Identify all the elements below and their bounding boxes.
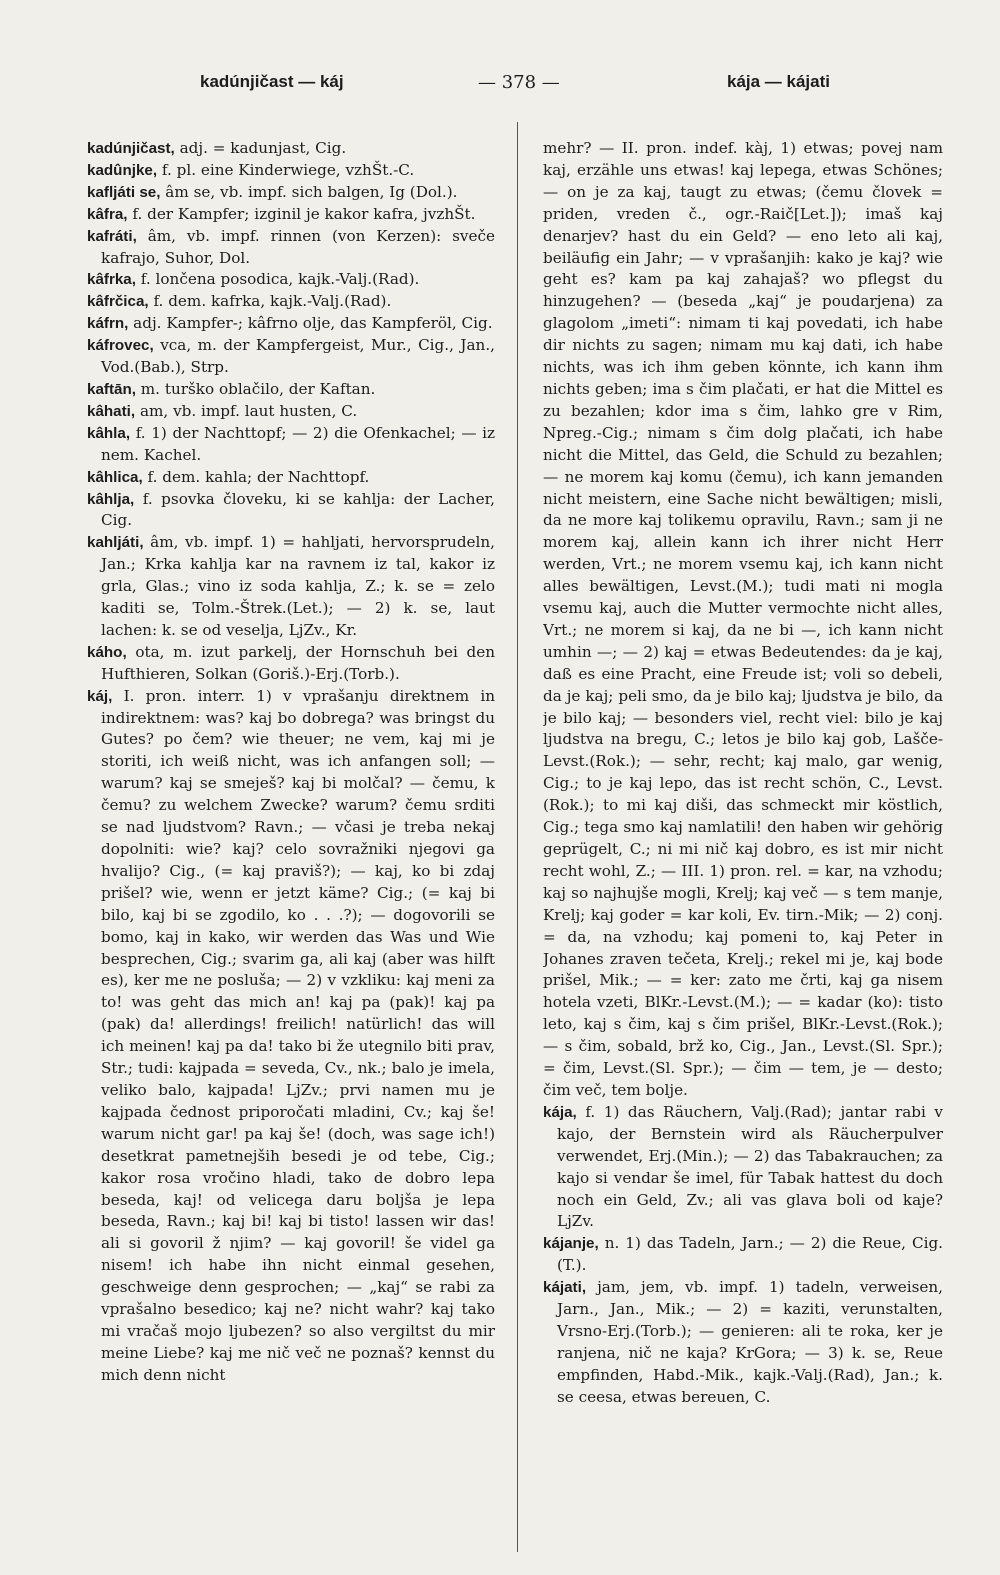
column-divider [517,122,518,1552]
entry-headword: kahljáti, [87,534,144,552]
entry-definition: m. turško oblačilo, der Kaftan. [135,379,376,398]
entry-definition: am, vb. impf. laut husten, C. [135,401,358,420]
dictionary-entry [87,226,495,270]
dictionary-entry [87,138,495,160]
entry-headword: káfrn, [87,315,129,333]
dictionary-entry [87,532,495,642]
running-head-right: kája — kájati [726,72,830,91]
entry-definition: f. psovka človeku, ki se kahlja: der Lacher, Cig. [101,489,495,530]
running-head [200,72,830,102]
entry-definition: f. der Kampfer; izginil je kakor kafra, jvzhŠt. [127,204,476,223]
entry-definition: jam, jem, vb. impf. 1) tadeln, verweisen, Jarn., Jan., Mik.; — 2) = kaziti, verunstalten, Vrsno-Erj.(Torb.); — genieren: ali te roka, ker je ranjena, nič ne kaja? KrGora; — 3) k. se, Reue empfinden, Habd.-Mik., kajk.-Valj.(Rad), Jan.; k. se ceesa, etwas bereuen, C. [557,1278,943,1406]
dictionary-entry [87,291,495,313]
entry-headword: kadûnjke, [87,161,158,179]
entry-definition: âm, vb. impf. rinnen (von Kerzen): sveče kafrajo, Suhor, Dol. [101,226,495,267]
dictionary-entry [87,423,495,467]
entry-definition: f. 1) das Räuchern, Valj.(Rad); jantar rabi v kajo, der Bernstein wird als Räucherpulver verwendet, Erj.(Min.); — 2) das Tabakrauchen; za kajo si vendar še imel, für Tabak hattest du doch noch ein Geld, Zv.; ali vas glava boli od kaje? LjZv. [557,1102,943,1231]
entry-headword: kâfrka, [87,271,136,289]
dictionary-entry [87,379,495,401]
entry-definition: vca, m. der Kampfergeist, Mur., Cig., Jan., Vod.(Bab.), Strp. [101,336,495,377]
entry-definition: mehr? — II. pron. indef. kàj, 1) etwas; povej nam kaj, erzähle uns etwas! kaj lepega, etwas Schönes; — on je za kaj, taugt zu etwas; (čemu človek = priden, vreden č., ogr.-Raič[Let.]); imaš kaj denarjev? hast du ein Geld? — eno leto ali kaj, beiläufig ein Jahr; — v vprašanjih: kako je kaj? wie geht es? kam pa kaj zahajaš? wo pflegst du hinzugehen? — (beseda „kaj“ je poudarjena) za glagolom „imeti“: nimam ti kaj povedati, ich habe dir nichts zu sagen; nimam mu kaj dati, ich habe nichts, was ich ihm geben könnte, ich kann ihm nichts geben; ima s čim plačati, er hat die Mittel es zu bezahlen; kdor ima s čim, lahko gre v Rim, Npreg.-Cig.; nimam s čim dolg plačati, ich habe nicht die Mittel, das Geld, die Schuld zu bezahlen; — ne morem kaj komu (čemu), ich kann jemanden nicht meistern, eine Sache nicht bewältigen; misli, da ne more kaj tolikemu opravilu, Ravn.; sam ji ne morem kaj, allein kann ich ihrer nicht Herr werden, Vrt.; ne morem vsemu kaj, ich kann nicht alles bewältigen, Levst.(M.); tudi mati ni mogla vsemu kaj, auch die Mutter vermochte nicht alles, Vrt.; ne morem si kaj, da ne bi —, ich kann nicht umhin —; — 2) kaj = etwas Bedeutendes: da je kaj, daß es eine Pracht, eine Freude ist; voli so debeli, da je kaj; peli smo, da je bilo kaj; ljudstva je bilo, da je bilo kaj; — besonders viel, recht viel: bilo je kaj ljudstva na bregu, C.; letos je bilo kaj gob, Lašče-Levst.(Rok.); — sehr, recht; kaj malo, gar wenig, Cig.; to je kaj lepo, das ist recht schön, C., Levst.(Rok.); to mi kaj diši, das schmeckt mir köstlich, Cig.; tega smo kaj namlatili! den haben wir gehörig geprügelt, C.; ni mi nič kaj dobro, es ist mir nicht recht wohl, Z.; — III. 1) pron. rel. = kar, na vzhodu; kaj so najhujše mogli, Krelj; kaj več — s tem manje, Krelj; kaj goder = kar koli, Ev. tirn.-Mik; — 2) conj. = da, na vzhodu; kaj pomeni to, kaj Peter in Johanes zraven tečeta, Krelj.; rekel mi je, kaj bode prišel, Mik.; — = ker: zato me črti, kaj ga nisem hotela vzeti, BlKr.-Levst.(M.); — = kadar (ko): tisto leto, kaj s čim, kaj s čim prišel, BlKr.-Levst.(Rok.); — s čim, sobald, brž ko, Cig., Jan., Levst.(Sl. Spr.); = čim, Levst.(Sl. Spr.); — čim — tem, je — desto; čim več, tem bolje. [543,139,943,1099]
dictionary-entry [87,182,495,204]
entry-definition: f. pl. eine Kinderwiege, vzhŠt.-C. [157,160,415,179]
dictionary-entry [87,467,495,489]
entry-headword: kadúnjičast, [87,140,175,157]
dictionary-entry [87,489,495,533]
dictionary-entry [543,138,943,1102]
entry-headword: kâhlica, [87,468,143,486]
dictionary-entry [87,642,495,686]
dictionary-entry [543,1233,943,1277]
dictionary-entry [87,401,495,423]
entry-definition: âm se, vb. impf. sich balgen, Ig (Dol.). [160,182,458,201]
entry-definition: adj. Kampfer-; kâfrno olje, das Kampferöl, Cig. [128,314,493,333]
entry-definition: adj. = kadunjast, Cig. [174,139,347,157]
dictionary-entry [87,686,495,1387]
dictionary-entry [543,1102,943,1233]
entry-headword: kája, [543,1103,577,1121]
entry-headword: kafráti, [87,227,137,245]
entry-headword: kájanje, [543,1235,599,1253]
running-head-left: kadúnjičast — káj [200,72,344,91]
entry-headword: kafljáti se, [87,183,161,201]
entry-definition: f. 1) der Nachttopf; — 2) die Ofenkachel; — iz nem. Kachel. [101,423,495,464]
entry-headword: kâfra, [87,205,128,223]
right-column [543,138,943,1548]
left-column [87,138,495,1548]
entry-definition: f. dem. kahla; der Nachttopf. [142,467,370,486]
entry-headword: kaftān, [87,380,136,398]
entry-headword: káho, [87,643,127,661]
entry-headword: kâhla, [87,424,131,442]
entry-headword: kájati, [543,1279,587,1297]
entry-definition: ota, m. izut parkelj, der Hornschuh bei den Hufthieren, Solkan (Goriš.)-Erj.(Torb.). [101,642,495,683]
dictionary-entry [87,160,495,182]
entry-headword: kâhati, [87,402,136,420]
entry-headword: kâhlja, [87,490,135,508]
entry-definition: I. pron. interr. 1) v vprašanju direktnem in indirektnem: was? kaj bo dobrega? was bringst du Gutes? po čem? wie theuer; ne vem, kaj mi je storiti, ich weiß nicht, was ich anfangen soll; — warum? kaj se smeješ? kaj bi molčal? — čemu, k čemu? zu welchem Zwecke? warum? čemu srditi se nad ljudstvom? Ravn.; — včasi je treba nekaj dopolniti: wie? kaj? celo sovražniki njegovi ga hvalijo? Cig., (= kaj praviš?); — kaj, ko bi zdaj prišel? wie, wenn er jetzt käme? Cig.; (= kaj bi bilo, kaj bi se zgodilo, ko . . .?); — dogovorili se bomo, kaj in kako, wir werden das Was und Wie besprechen, Cig.; svarim ga, ali kaj (aber was hilft es), ker me ne posluša; — 2) v vzkliku: kaj meni za to! was geht das mich an! kaj pa (pak)! kaj pa (pak) da! allerdings! freilich! natürlich! das will ich meinen! kaj pa da! tako bi že utegnilo biti prav, Str.; tudi: kajpada = seveda, Cv., nk.; balo je imela, veliko balo, kajpada! LjZv.; prvi namen mu je kajpada čednost priporočati mladini, Cv.; kaj še! warum nicht gar! pa kaj še! (doch, was sage ich!) desetkrat pametnejših besedi je od tebe, Cig.; kakor rosa vročino hladi, tako de dobro lepa beseda, kaj! od velicega daru boljša je lepa beseda, Ravn.; kaj bi! kaj bi tisto! lassen wir das! ali si govoril ž njim? — kaj govoril! še videl ga nisem! ich habe ihn nicht einmal gesehen, geschweige denn gesprochen; — „kaj“ se rabi za vprašalno besedico; kaj ne? nicht wahr? kaj tako mi vračaš mojo ljubezen? so also vergiltst du mir meine Liebe? kaj me nič več ne poznaš? kennst du mich denn nicht [101,686,495,1384]
entry-headword: káj, [87,687,113,705]
dictionary-entry [543,1277,943,1408]
entry-headword: káfrovec, [87,337,154,355]
page-number: — 378 — [478,72,560,93]
entry-definition: âm, vb. impf. 1) = hahljati, hervorsprudeln, Jan.; Krka kahlja kar na ravnem iz tal, kakor iz grla, Glas.; vino iz soda kahlja, Z.; k. se = zelo kaditi se, Tolm.-Štrek.(Let.); — 2) k. se, laut lachen: k. se od veselja, LjZv., Kr. [101,533,495,639]
dictionary-entry [87,335,495,379]
dictionary-entry [87,269,495,291]
entry-definition: n. 1) das Tadeln, Jarn.; — 2) die Reue, Cig.(T.). [557,1234,943,1275]
entry-definition: f. lončena posodica, kajk.-Valj.(Rad). [135,270,420,289]
dictionary-entry [87,313,495,335]
entry-definition: f. dem. kafrka, kajk.-Valj.(Rad). [148,292,392,311]
entry-headword: kâfrčica, [87,293,149,311]
dictionary-entry [87,204,495,226]
